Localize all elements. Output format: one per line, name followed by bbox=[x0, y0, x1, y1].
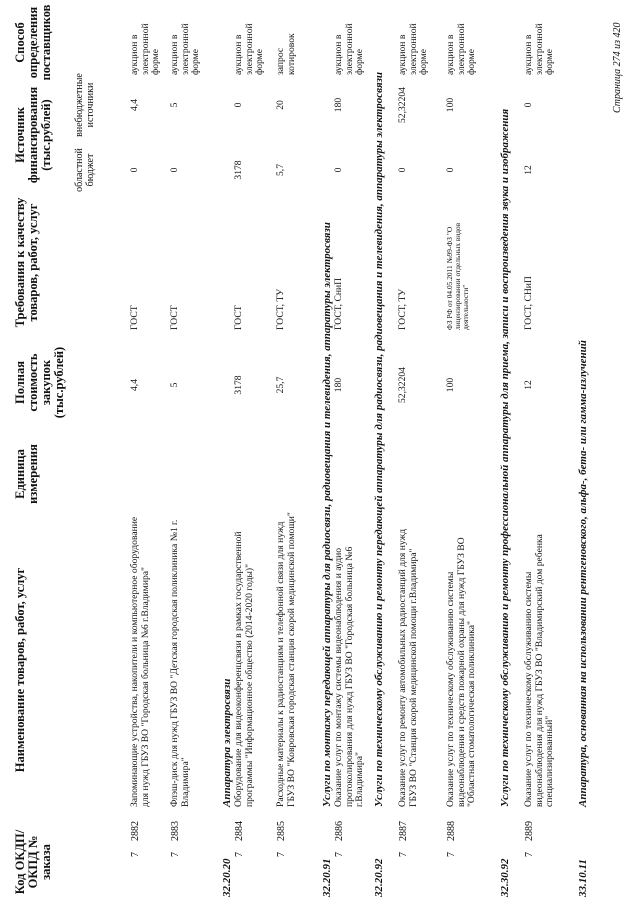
row-number: 7 bbox=[170, 852, 181, 857]
row-number: 7 bbox=[446, 852, 457, 857]
row-cost: 25,7 bbox=[275, 376, 286, 394]
section-code: 32.20.92 bbox=[373, 858, 385, 897]
row-id: 2883 bbox=[170, 821, 181, 841]
row-method: аукцион в электронной форме bbox=[445, 23, 477, 75]
row-extra: 5 bbox=[169, 102, 180, 108]
row-name: Оборудование для видеоконференцсвязи в рамках государственной программы "Информационное общество (2014-2020 годы)" bbox=[233, 531, 255, 807]
row-extra: 180 bbox=[333, 97, 344, 113]
row-regional: 3178 bbox=[233, 160, 244, 180]
row-id: 2886 bbox=[334, 821, 345, 841]
header-fin-regional: областной бюджет bbox=[74, 148, 96, 192]
row-method: запрос котировок bbox=[275, 33, 297, 75]
section-title: Услуги по техническому обслуживанию и ремонту профессиональной аппаратуры для приема, записи и воспроизведения звука и изображения bbox=[499, 108, 511, 807]
row-req: ГОСТ bbox=[129, 305, 140, 330]
section-code: 33.10.11 bbox=[577, 859, 589, 897]
row-name: Расходные материалы к радиостанциям и телефонной связи для нужд ГБУЗ ВО "Ковровская городская станция скорой медицинской помощи" bbox=[275, 512, 297, 807]
row-number: 7 bbox=[130, 852, 141, 857]
row-id: 2885 bbox=[276, 821, 287, 841]
row-cost: 5 bbox=[169, 382, 180, 388]
header-method: Способ определения поставщиков bbox=[13, 4, 53, 81]
section-title: Услуги по техническому обслуживанию и ремонту передающей аппаратуры для радиосвязи, радиовещания и телевидения, аппаратуры электросвязи bbox=[373, 71, 385, 807]
row-cost: 12 bbox=[523, 380, 534, 390]
row-id: 2889 bbox=[524, 821, 535, 841]
header-fin: Источник финансирования (тыс.рублей) bbox=[13, 86, 53, 184]
row-number: 7 bbox=[334, 852, 345, 857]
row-number: 7 bbox=[276, 852, 287, 857]
row-req: ГОСТ, СНиП bbox=[523, 276, 534, 330]
row-cost: 4,4 bbox=[129, 379, 140, 391]
row-extra: 100 bbox=[445, 97, 456, 113]
row-name: Оказание услуг по техническому обслуживанию системы видеонаблюдения для нужд ГБУЗ ВО "Владимирский дом ребенка специализированный" bbox=[523, 534, 555, 807]
section-code: 32.20.20 bbox=[221, 858, 233, 897]
section-title: Аппаратура, основанная на использовании рентгеновского, альфа-, бета- или гамма-излучений bbox=[577, 340, 589, 807]
row-req: ФЗ РФ от 04.05.2011 №99-ФЗ "О лицензировании отдельных видов деятельности" bbox=[445, 222, 470, 330]
row-method: аукцион в электронной форме bbox=[523, 23, 555, 75]
row-name: Оказание услуг по ремонту автомобильных радиостанций для нужд ГБУЗ ВО "Станция скорой медицинской помощи г.Владимира" bbox=[397, 528, 419, 807]
page-number: Страница 274 из 420 bbox=[612, 22, 623, 113]
row-number: 7 bbox=[398, 852, 409, 857]
row-req: ГОСТ bbox=[233, 305, 244, 330]
header-code: Код ОКДП/ ОКПД № заказа bbox=[13, 829, 53, 895]
row-cost: 52,32204 bbox=[397, 367, 408, 403]
section-code: 32.30.92 bbox=[499, 858, 511, 897]
row-cost: 3178 bbox=[233, 375, 244, 395]
row-id: 2882 bbox=[130, 821, 141, 841]
section-code: 32.20.91 bbox=[321, 858, 333, 897]
section-title: Аппаратура электросвязи bbox=[221, 678, 233, 807]
row-id: 2887 bbox=[398, 821, 409, 841]
row-req: ГОСТ bbox=[169, 305, 180, 330]
row-req: ГОСТ, ТУ bbox=[397, 288, 408, 330]
row-regional: 0 bbox=[129, 167, 140, 173]
row-regional: 5,7 bbox=[275, 164, 286, 176]
header-fin-extra: внебюджетные источники bbox=[74, 73, 96, 137]
row-number: 7 bbox=[524, 852, 535, 857]
row-extra: 20 bbox=[275, 100, 286, 110]
row-regional: 0 bbox=[333, 167, 344, 173]
row-extra: 52,32204 bbox=[397, 87, 408, 123]
row-cost: 100 bbox=[445, 377, 456, 393]
row-extra: 0 bbox=[523, 102, 534, 108]
row-name: Запоминающие устройства, накопители и компьютерное оборудование для нужд ГБУЗ ВО "Городская больница №6 г.Владимира" bbox=[129, 516, 151, 807]
row-regional: 0 bbox=[397, 167, 408, 173]
row-method: аукцион в электронной форме bbox=[333, 23, 365, 75]
row-name: Оказание услуг по монтажу системы видеонаблюдения и аудио протоколирования для нужд ГБУЗ ВО "Городская больница №6 г.Владимира" bbox=[333, 546, 365, 807]
row-name: Флэш-диск для нужд ГБУЗ ВО "Детская городская поликлиника №1 г. Владимира" bbox=[169, 519, 191, 807]
header-unit: Единица измерения bbox=[13, 444, 40, 504]
row-extra: 4,4 bbox=[129, 99, 140, 111]
row-method: аукцион в электронной форме bbox=[169, 23, 201, 75]
row-method: аукцион в электронной форме bbox=[397, 23, 429, 75]
row-method: аукцион в электронной форме bbox=[129, 23, 161, 75]
header-name: Наименование товаров, работ, услуг bbox=[13, 567, 27, 773]
row-cost: 180 bbox=[333, 377, 344, 393]
header-req: Требования к качеству товаров, работ, услуг bbox=[13, 197, 40, 328]
section-title: Услуги по монтажу передающей аппаратуры для радиосвязи, радиовещания и телевидения, аппаратуры электросвязи bbox=[321, 222, 333, 807]
header-cost: Полная стоимость закупок (тыс.рублей) bbox=[13, 346, 66, 419]
row-id: 2884 bbox=[234, 821, 245, 841]
row-id: 2888 bbox=[446, 821, 457, 841]
row-extra: 0 bbox=[233, 102, 244, 108]
row-regional: 12 bbox=[523, 165, 534, 175]
row-regional: 0 bbox=[445, 167, 456, 173]
row-number: 7 bbox=[234, 852, 245, 857]
row-req: ГОСТ, ТУ bbox=[275, 288, 286, 330]
row-regional: 0 bbox=[169, 167, 180, 173]
row-name: Оказание услуг по техническому обслуживанию системы видеонаблюдения и средств пожарной охраны для нужд ГБУЗ ВО "Областная стоматологическая поликлиника" bbox=[445, 537, 477, 807]
row-req: ГОСТ, СниП bbox=[333, 277, 344, 330]
row-method: аукцион в электронной форме bbox=[233, 23, 265, 75]
